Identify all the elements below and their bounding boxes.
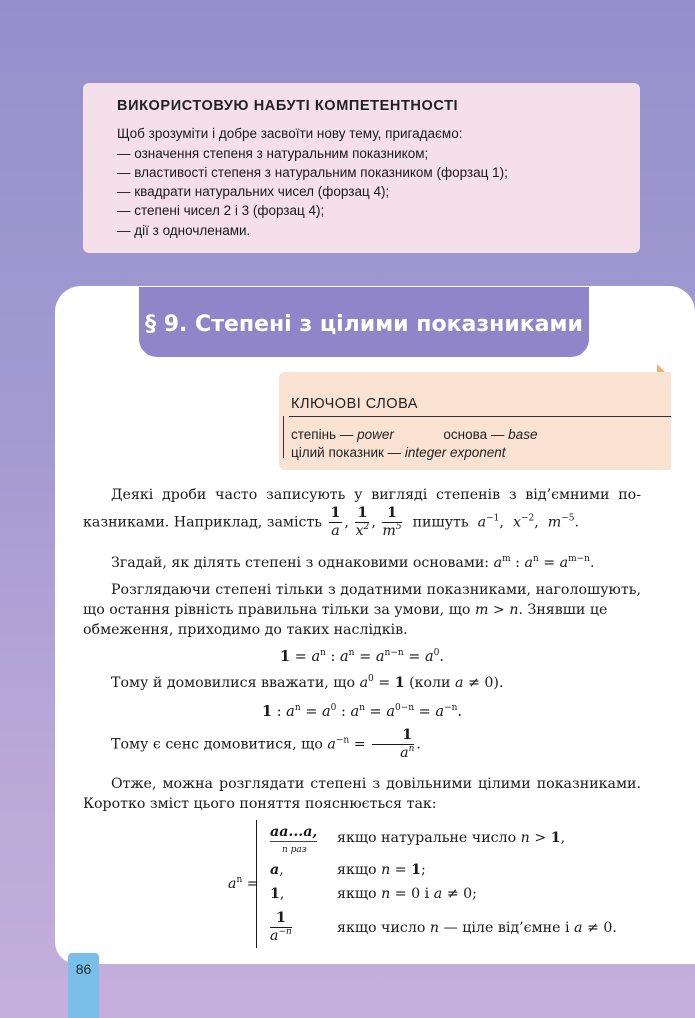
paragraph-line: Розглядаючи степені тільки з додатними показниками, наголошують, [111, 582, 641, 598]
paragraph-line: обмеження, приходимо до таких наслідків. [83, 622, 408, 638]
competence-title: ВИКОРИСТОВУЮ НАБУТІ КОМПЕТЕНТНОСТІ [117, 98, 459, 114]
case-condition: якщо n = 1; [337, 862, 426, 878]
case-condition: якщо число n — ціле від’ємне і a ≠ 0. [337, 920, 617, 936]
competence-item: — означення степеня з натуральним показником; [117, 145, 429, 161]
fraction: $\frac{1}{x^2}$ [355, 505, 370, 539]
page-number: 86 [68, 953, 99, 1018]
fraction: $\frac{1}{a^n}$ [372, 727, 414, 762]
fraction: $\frac{1}{a}$ [330, 505, 341, 539]
case-underbrace-label: n раз [282, 845, 307, 855]
competence-item: — дії з одночленами. [117, 222, 251, 238]
keywords-divider [289, 416, 671, 417]
paragraph-line: Коротко зміст цього поняття пояснюється так: [83, 796, 437, 812]
paragraph-line: що остання рівність правильна тільки за умови, що m > n. Знявши це [83, 602, 608, 618]
case-condition: якщо натуральне число n > 1, [337, 830, 566, 846]
competence-box [83, 83, 640, 253]
keyword-uk: степінь — [291, 427, 358, 442]
fraction: $\frac{1}{m^5}$ [382, 505, 402, 539]
case-expression: 1, [270, 886, 285, 902]
keywords-title: КЛЮЧОВІ СЛОВА [291, 396, 418, 412]
section-title: § 9. Степені з цілими показниками [139, 287, 589, 357]
competence-item: — властивості степеня з натуральним показником (форзац 1); [117, 164, 508, 180]
paragraph-line: Тому й домовилися вважати, що $a^0 = 1$ (коли a ≠ 0). [111, 674, 504, 691]
keyword-uk: основа — [443, 427, 509, 442]
competence-intro: Щоб зрозуміти і добре засвоїти нову тему, пригадаємо: [117, 126, 463, 142]
formula: $1 = a^n$ : $a^n = a^{n-n} = a^0$. [279, 648, 445, 665]
case-expression [268, 910, 294, 945]
paragraph-line: казниками. Наприклад, замість $\frac{1}{a}$ , $\frac{1}{x^2}$ , $\frac{1}{m^5}$ пишуть $a^{-1}$, $x^{-2}$, $m^{-5}$. [83, 505, 580, 539]
competence-item: — квадрати натуральних чисел (форзац 4); [117, 184, 390, 200]
keyword-en: base [508, 427, 538, 442]
keyword-uk: цілий показник — [291, 445, 405, 460]
keyword-en: power [357, 427, 394, 442]
case-expression: a, [270, 862, 284, 878]
keyword-row [291, 427, 537, 442]
case-condition: якщо n = 0 і a ≠ 0; [337, 886, 477, 902]
keyword-row [291, 445, 506, 460]
fraction: $\frac{1}{a^{-n}}$ [270, 910, 292, 944]
competence-item: — степені чисел 2 і 3 (форзац 4); [117, 203, 325, 219]
paragraph-line: Тому є сенс домовитися, що $a^{-n}$ = $\frac{1}{a^n}$ . [111, 727, 421, 761]
keyword-en: integer exponent [404, 445, 506, 460]
paragraph-line: Згадай, як ділять степені з однаковими основами: $a^m$ : $a^n = a^{m-n}$. [111, 554, 595, 571]
paragraph-line: Деякі дроби часто записують у вигляді степенів з від’ємними по- [111, 487, 641, 503]
case-expression: aa...a, [270, 824, 318, 840]
keywords-box [279, 372, 671, 470]
paragraph-line: Отже, можна розглядати степені з довільними цілими показниками. [111, 776, 641, 792]
formula: 1 : $a^n = a^0$ : $a^n = a^{0-n} = a^{-n}$. [261, 703, 463, 720]
piecewise-lhs: $a^n$ = [228, 875, 259, 892]
keywords-bracket [283, 416, 284, 458]
